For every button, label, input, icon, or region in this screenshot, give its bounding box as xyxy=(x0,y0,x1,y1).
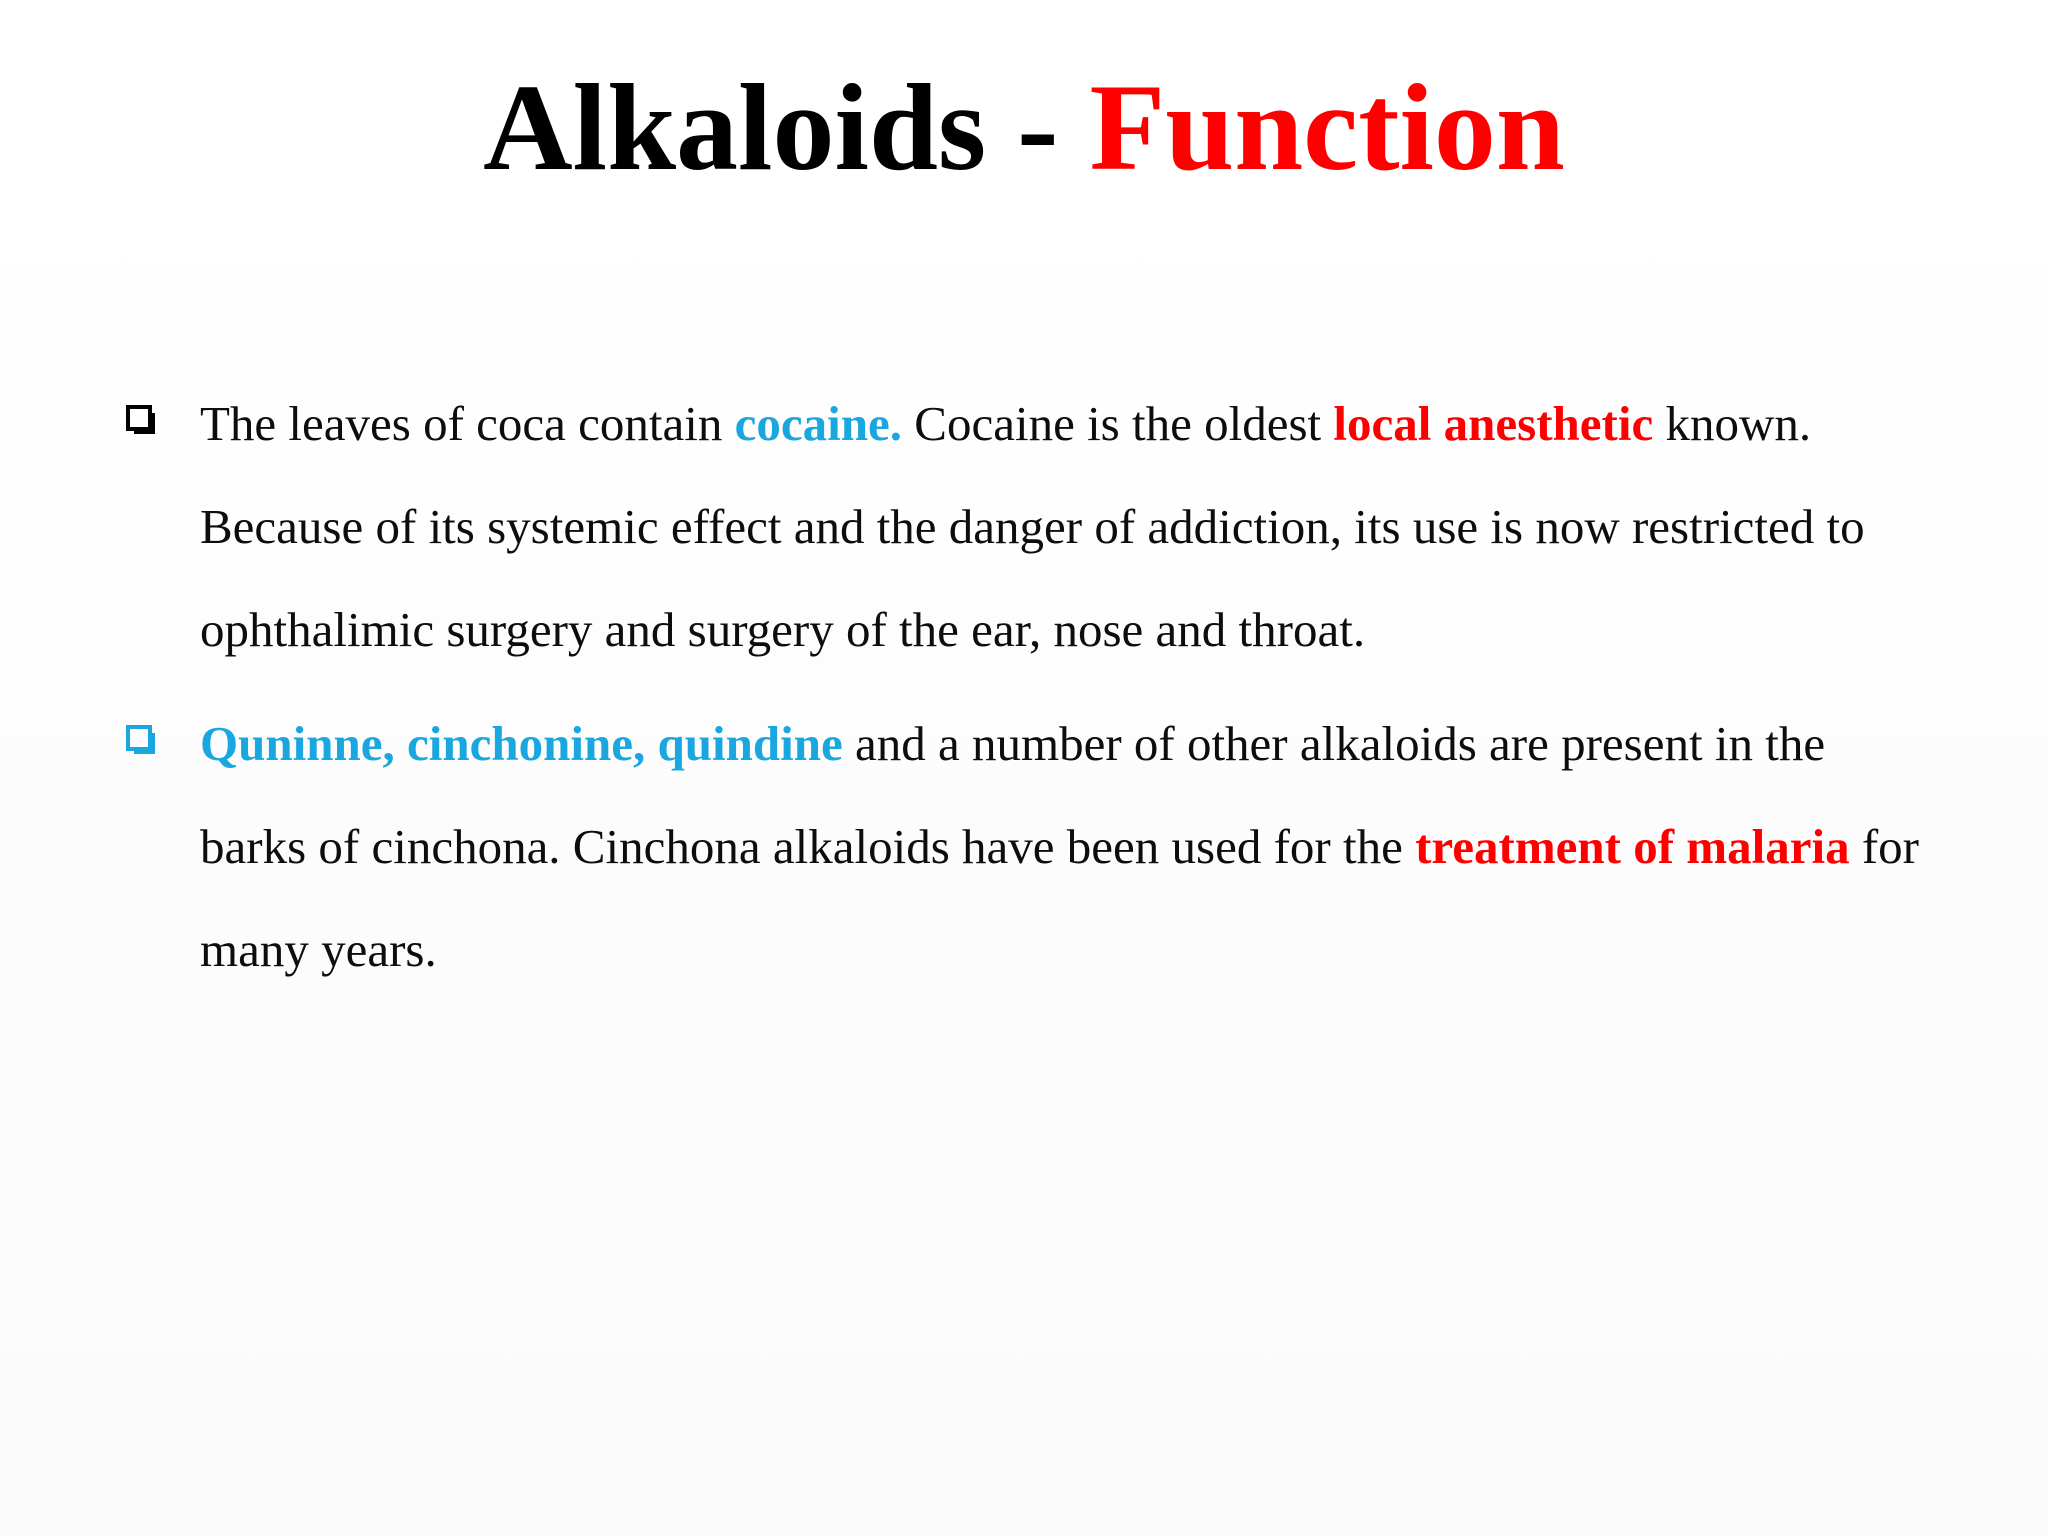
bullet-list xyxy=(126,372,1926,1012)
bullet-text-segment: known. Because of its systemic effect and the danger of addiction, its use is now restricted to ophthalimic surgery and surgery of the ear, nose and throat. xyxy=(200,396,1865,657)
bullet-text-segment: The leaves of coca contain xyxy=(200,396,735,451)
bullet-text-segment: Cocaine is the oldest xyxy=(902,396,1334,451)
bullet-text-segment: for many years. xyxy=(200,819,1919,977)
highlight-cocaine: cocaine. xyxy=(734,396,903,451)
bullet-item-cinchona xyxy=(126,692,1926,1001)
highlight-local-anesthetic: local anesthetic xyxy=(1333,396,1654,451)
highlight-treatment-of-malaria: treatment of malaria xyxy=(1415,819,1850,874)
title-main: Alkaloids - xyxy=(483,59,1090,196)
highlight-alkaloid-names: Quninne, cinchonine, quindine xyxy=(200,716,843,771)
bullet-text-segment: and a number of other alkaloids are present in the barks of cinchona. Cinchona alkaloids have been used for the xyxy=(200,716,1826,874)
hollow-square-bullet-icon xyxy=(126,725,156,755)
title-accent: Function xyxy=(1089,59,1565,196)
hollow-square-bullet-icon xyxy=(126,405,156,435)
bullet-item-cocaine xyxy=(126,372,1926,681)
slide-title xyxy=(0,60,2048,196)
